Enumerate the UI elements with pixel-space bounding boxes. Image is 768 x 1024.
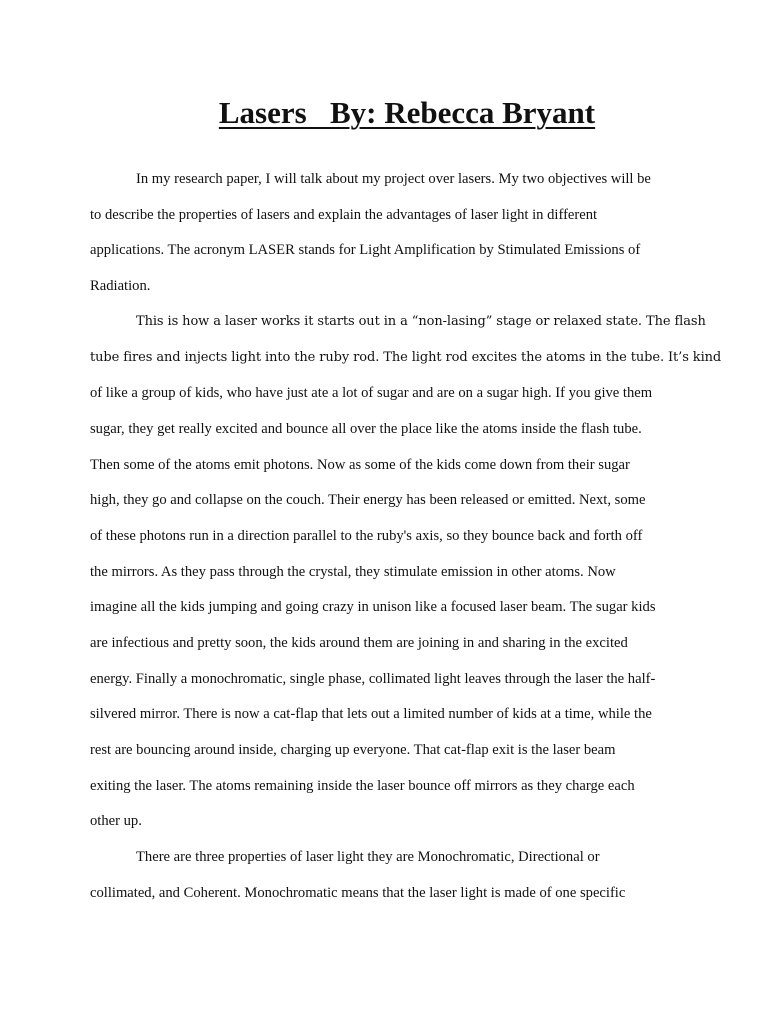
- text-line: energy. Finally a monochromatic, single phase, collimated light leaves through the laser the half-: [90, 671, 656, 687]
- text-line: sugar, they get really excited and bounce all over the place like the atoms inside the flash tube.: [90, 421, 642, 437]
- text-line: exiting the laser. The atoms remaining inside the laser bounce off mirrors as they charge each: [90, 778, 635, 794]
- text-line: Then some of the atoms emit photons. Now as some of the kids come down from their sugar: [90, 457, 630, 473]
- text-line: imagine all the kids jumping and going crazy in unison like a focused laser beam. The sugar kids: [90, 599, 656, 615]
- text-line: This is how a laser works it starts out in a “non-lasing” stage or relaxed state. The flash: [136, 314, 706, 329]
- text-line: Radiation.: [90, 278, 151, 294]
- document-title: Lasers By: Rebecca Bryant: [218, 95, 596, 130]
- text-line: silvered mirror. There is now a cat-flap that lets out a limited number of kids at a time, while the: [90, 706, 652, 722]
- text-line: are infectious and pretty soon, the kids around them are joining in and sharing in the excited: [90, 635, 628, 651]
- text-line: of these photons run in a direction parallel to the ruby's axis, so they bounce back and forth off: [90, 528, 643, 544]
- text-line: rest are bouncing around inside, charging up everyone. That cat-flap exit is the laser beam: [90, 742, 616, 758]
- text-line: tube fires and injects light into the ruby rod. The light rod excites the atoms in the tube. It’s kind: [90, 350, 722, 365]
- text-line: In my research paper, I will talk about my project over lasers. My two objectives will be: [136, 171, 651, 187]
- text-line: of like a group of kids, who have just ate a lot of sugar and are on a sugar high. If you give them: [90, 385, 653, 401]
- text-line: the mirrors. As they pass through the crystal, they stimulate emission in other atoms. Now: [90, 564, 616, 580]
- text-line: There are three properties of laser light they are Monochromatic, Directional or: [136, 849, 600, 865]
- text-line: collimated, and Coherent. Monochromatic means that the laser light is made of one specific: [90, 885, 626, 901]
- text-line: high, they go and collapse on the couch. Their energy has been released or emitted. Next, some: [90, 492, 646, 508]
- text-line: other up.: [90, 813, 142, 829]
- text-line: to describe the properties of lasers and explain the advantages of laser light in different: [90, 207, 598, 223]
- text-line: applications. The acronym LASER stands for Light Amplification by Stimulated Emissions of: [90, 242, 641, 258]
